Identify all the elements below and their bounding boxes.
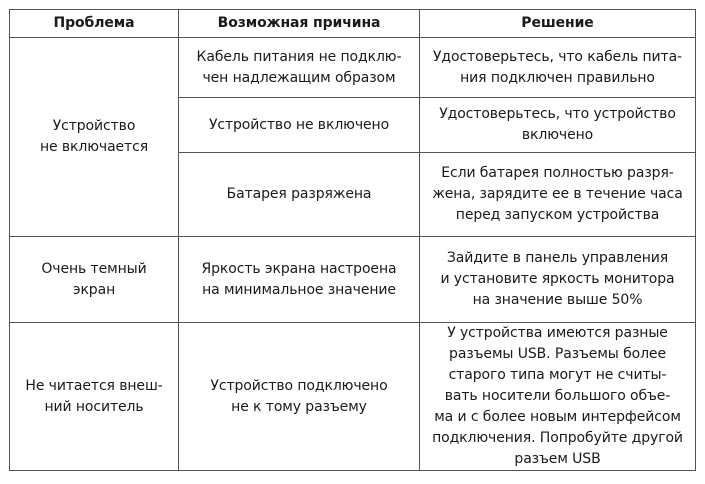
solution-cell: Если батарея полностью разря- жена, зарядите ее в течение часа перед запуском устройства [420, 153, 696, 237]
cause-cell: Кабель питания не подклю- чен надлежащим образом [179, 38, 420, 98]
header-cause: Возможная причина [179, 10, 420, 38]
cause-cell: Устройство не включено [179, 98, 420, 153]
cause-cell: Яркость экрана настроена на минимальное значение [179, 237, 420, 323]
cause-cell: Батарея разряжена [179, 153, 420, 237]
header-solution: Решение [420, 10, 696, 38]
problem-cell: Устройство не включается [10, 38, 179, 237]
troubleshooting-table [9, 9, 696, 471]
solution-cell: Удостоверьтесь, что устройство включено [420, 98, 696, 153]
table-row [10, 38, 696, 98]
solution-cell: У устройства имеются разные разъемы USB. Разъемы более старого типа могут не считы- вать носители большого объе- ма и с более новым интерфейсом подключения. Попробуйте другой разъем USB [420, 323, 696, 471]
solution-cell: Зайдите в панель управления и установите яркость монитора на значение выше 50% [420, 237, 696, 323]
table-row [10, 237, 696, 323]
problem-cell: Не читается внеш- ний носитель [10, 323, 179, 471]
table-header-row [10, 10, 696, 38]
problem-cell: Очень темный экран [10, 237, 179, 323]
cause-cell: Устройство подключено не к тому разъему [179, 323, 420, 471]
solution-cell: Удостоверьтесь, что кабель пита- ния подключен правильно [420, 38, 696, 98]
table-row [10, 323, 696, 471]
header-problem: Проблема [10, 10, 179, 38]
